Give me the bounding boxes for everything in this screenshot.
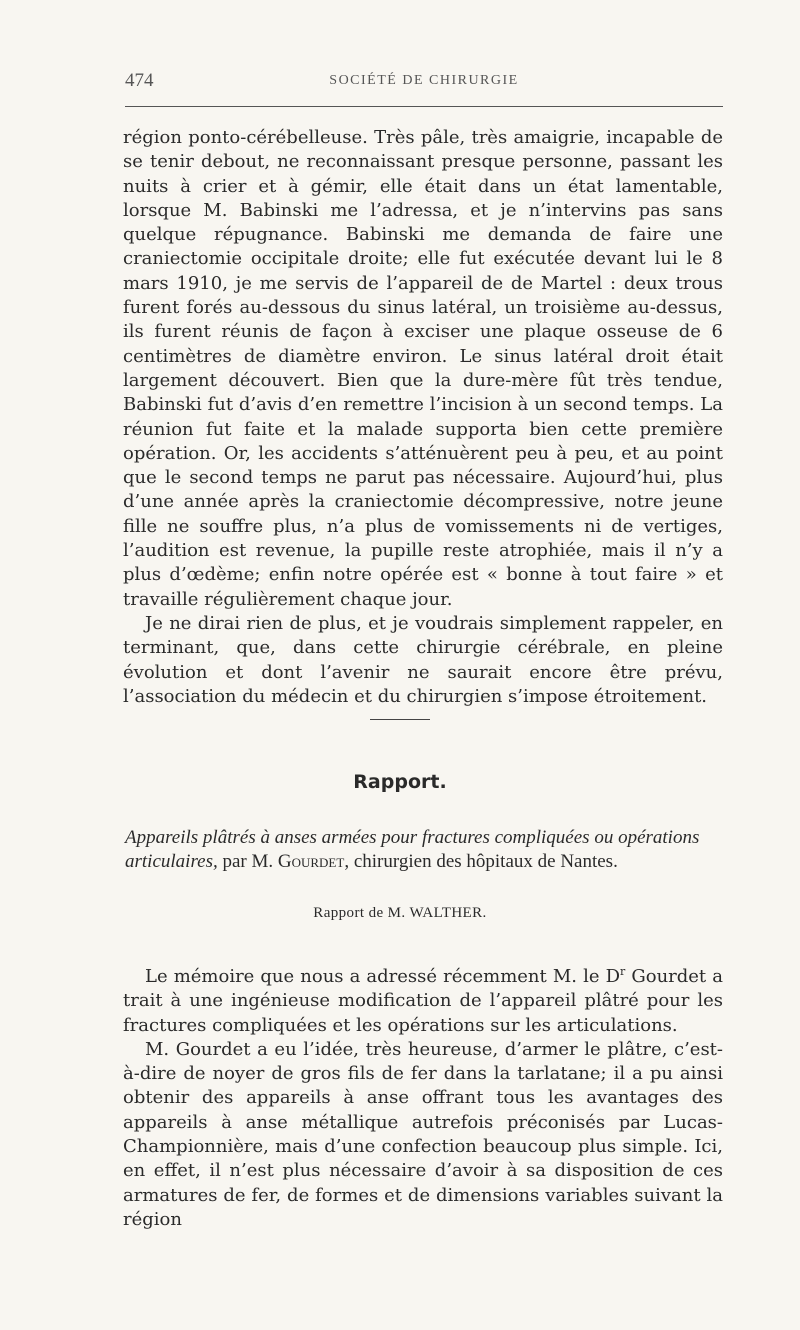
report-subject bbox=[125, 826, 723, 874]
report-byline: Rapport de M. WALTHER. bbox=[313, 905, 487, 921]
p1-sup: r bbox=[620, 965, 626, 978]
paragraph: région ponto-cérébelleuse. Très pâle, très amaigrie, incapable de se tenir debout, ne reconnaissant presque personne, passant les nuits à crier et à gémir, elle était dans un état lamentable, lorsque M. Babinski me l’adressa, et je n’intervins pas sans quelque répugnance. Babinski me demanda de faire une craniectomie occipitale droite; elle fut exécutée devant lui le 8 mars 1910, je me servis de l’appareil de de Martel : deux trous furent forés au-dessous du sinus latéral, un troisième au-dessus, ils furent réunis de façon à exciser une plaque osseuse de 6 centimètres de diamètre environ. Le sinus latéral droit était largement découvert. Bien que la dure-mère fût très tendue, Babinski fut d’avis d’en remettre l’incision à un second temps. La réunion fut faite et la malade supporta bien cette première opération. Or, les accidents s’atténuèrent peu à peu, et au point que le second temps ne parut pas nécessaire. Aujourd’hui, plus d’une année après la craniectomie décompressive, notre jeune fille ne souffre plus, n’a plus de vomissements ni de vertiges, l’audition est revenue, la pupille reste atrophiée, mais il n’y a plus d’œdème; enfin notre opérée est « bonne à tout faire » et travaille régulièrement chaque jour. bbox=[123, 127, 723, 610]
p1-start: Le mémoire que nous a adressé récemment M. le D bbox=[145, 966, 620, 987]
body-text-section-2 bbox=[123, 960, 723, 1232]
paragraph bbox=[123, 960, 723, 1038]
body-text-section-1 bbox=[123, 126, 723, 709]
header-rule bbox=[125, 106, 723, 107]
section-divider bbox=[370, 719, 430, 720]
paragraph: Je ne dirai rien de plus, et je voudrais simplement rappeler, en terminant, que, dans cette chirurgie cérébrale, en pleine évolution et dont l’avenir ne saurait encore être prévu, l’association du médecin et du chirurgien s’impose étroitement. bbox=[123, 612, 723, 707]
subject-by: par M. bbox=[217, 851, 278, 872]
running-title: SOCIÉTÉ DE CHIRURGIE bbox=[329, 73, 519, 88]
p1-end: Gourdet a trait à une ingénieuse modification de l’appareil plâtré pour les fractures compliquées et les opérations sur les articulations. bbox=[123, 966, 723, 1036]
section-title: Rapport. bbox=[353, 771, 447, 793]
page-number: 474 bbox=[125, 70, 154, 91]
subject-title: Appareils plâtrés à anses armées pour fractures compliquées ou opérations articulaires, bbox=[125, 827, 700, 872]
subject-rest: , chirurgien des hôpitaux de Nantes. bbox=[344, 851, 618, 872]
paragraph: M. Gourdet a eu l’idée, très heureuse, d’armer le plâtre, c’est-à-dire de noyer de gros fils de fer dans la tarlatane; il a pu ainsi obtenir des appareils à anse offrant tous les avantages des appareils à anse métallique autrefois préconisés par Lucas-Championnière, mais d’une confection beaucoup plus simple. Ici, en effet, il n’est plus nécessaire d’avoir à sa disposition de ces armatures de fer, de formes et de dimensions variables suivant la région bbox=[123, 1038, 723, 1230]
subject-author: Gourdet bbox=[277, 851, 345, 872]
